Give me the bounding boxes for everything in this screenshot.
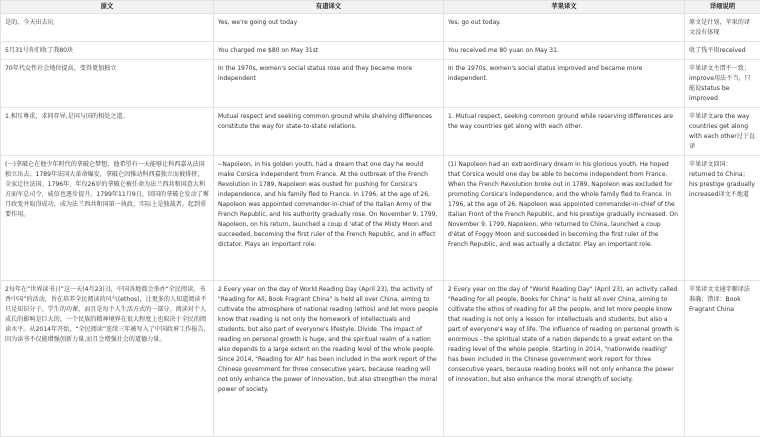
header-youdao-translation: 有道译文 xyxy=(214,1,444,14)
cell-youdao: 2 Every year on the day of World Reading Day (April 23), the activity of "Reading for All, Book Fragrant China" is held all over China, aiming to cultivate the atmosphere of national reading (ethos) and let more people know that reading is not only the homework of intellectuals and students, but also part of everyone's lifestyle. Divide. The impact of reading on personal growth is huge, and the spiritual realm of a nation also depends to a large extent on the reading level of the whole people. Since 2014, "Reading for All" has been included in the work report of the Chinese government for three consecutive years, because reading will not only enhance the power of innovation, but also strengthen the moral power of society. xyxy=(214,281,444,437)
header-apple-translation: 苹果译文 xyxy=(444,1,685,14)
cell-note: 苹果译文主谓不一致；improve用法不当，只能说status be improved xyxy=(685,60,760,108)
cell-note: 苹果译文回国：returned to China；his prestige gradually increased译文不地道 xyxy=(685,156,760,281)
cell-original: 1.相互尊重，求同存异,是国与国的相处之道。 xyxy=(1,108,214,156)
table-row xyxy=(1,14,760,42)
header-detailed-notes: 详细说明 xyxy=(685,1,760,14)
table-row xyxy=(1,42,760,60)
cell-apple: In the 1970s, women's social status improved and became more independent. xyxy=(444,60,685,108)
header-original: 原文 xyxy=(1,1,214,14)
cell-original: 是的，今天出去玩 xyxy=(1,14,214,42)
cell-youdao: Yes, we're going out today xyxy=(214,14,444,42)
cell-youdao: In the 1970s, women's social status rose and they became more independent xyxy=(214,60,444,108)
table-row xyxy=(1,156,760,281)
cell-note: 收了钱不用received xyxy=(685,42,760,60)
cell-note: 苹果译文are the way countries get along with each other过于直译 xyxy=(685,108,760,156)
cell-apple: 2 Every year on the day of "World Reading Day" (April 23), an activity called "Reading for all people, Books for China" is held all over China, aiming to cultivate the ethos of reading for all the people, and let more people know that reading is not only a lesson for intellectuals and students, but also a part of everyone's way of life. The influence of reading on personal growth is enormous - the spiritual state of a nation depends to a great extent on the reading level of the whole people. Starting in 2014, "nationwide reading" has been included in the Chinese government work report for three consecutive years, because reading books will not only enhance the power of innovation, but also enhance the moral strength of society. xyxy=(444,281,685,437)
cell-apple: 1. Mutual respect, seeking common ground while reserving differences are the way countries get along with each other. xyxy=(444,108,685,156)
cell-original: 5月31号你们收了我80块 xyxy=(1,42,214,60)
cell-youdao: --Napoleon, in his golden youth, had a dream that one day he would make Corsica independent from France. At the outbreak of the French Revolution in 1789, Napoleon was ousted for pushing for Corsica's independence, and his family fled to France. In 1796, at the age of 26, Napoleon was appointed commander-in-chief of the Italian Army of the French Republic, and his authority gradually rose. On November 9, 1799, Napoleon, on his return, launched a coup d 'etat of the Misty Moon and succeeded, becoming the first ruler of the French Republic, and in effect dictator. Plays an important role. xyxy=(214,156,444,281)
cell-apple: Yes, go out today. xyxy=(444,14,685,42)
table-header-row xyxy=(1,1,760,14)
table-row xyxy=(1,60,760,108)
cell-apple: (1) Napoleon had an extraordinary dream in his glorious youth. He hoped that Corsica would one day be able to become independent from France. When the French Revolution broke out in 1789, Napoleon was excluded for promoting Corsica's independence, and the whole family fled to France. In 1796, at the age of 26, Napoleon was appointed commander-in-chief of the Italian Front of the French Republic, and his prestige gradually increased. On November 9, 1799, Napoleon, who returned to China, launched a coup d'état of Foggy Moon and succeeded in becoming the first ruler of the French Republic, and was actually a dictator. Play an important role. xyxy=(444,156,685,281)
cell-apple: You received me 80 yuan on May 31. xyxy=(444,42,685,60)
cell-note: 原文是针划，苹果的译文没有体现 xyxy=(685,14,760,42)
cell-note: 苹果译文文通字顺译法准确；错译：Book Fragrant China xyxy=(685,281,760,437)
table-row xyxy=(1,281,760,437)
cell-youdao: Mutual respect and seeking common ground while shelving differences constitute the way for state-to-state relations. xyxy=(214,108,444,156)
cell-original: 2每年在“世界读书日”这一天(4月23日)，中国各地都会举办“全民阅读，书香中国”的活动，旨在培养全民阅读的风气(ethos)，让更多的人知道阅读不只是知识分子、学生的功课，而且是每个人生活方式的一部分。阅读对个人成长的影响是巨大的，一个民族的精神境界在很大程度上也取决于全民的阅读水平。从2014年开始，“全民阅读”连续三年被写入了中国政府工作报告,因为读书不仅能增强创新力量,而且会增强社会的道德力量。 xyxy=(1,281,214,437)
table-row xyxy=(1,108,760,156)
cell-original: 70年代女性社会地位提高，变得更加独立 xyxy=(1,60,214,108)
cell-youdao: You charged me $80 on May 31st xyxy=(214,42,444,60)
cell-original: (一)拿破仑在他少年时代的拿破仑梦想，他希望有一天能够让科西嘉从法国独立出去。1789年法国大革命爆发，拿破仑因推动科西嘉独立而被排挤，全家迁往法国。1796年，年仅26岁的拿破仑被任命为法兰西共和国意大利方面军总司令，威信也逐步提升。1799年11月9日，回国的拿破仑发动了雾月政变并取得成功，成为法兰西共和国第一执政，实际上是独裁者。起到重要作用。 xyxy=(1,156,214,281)
